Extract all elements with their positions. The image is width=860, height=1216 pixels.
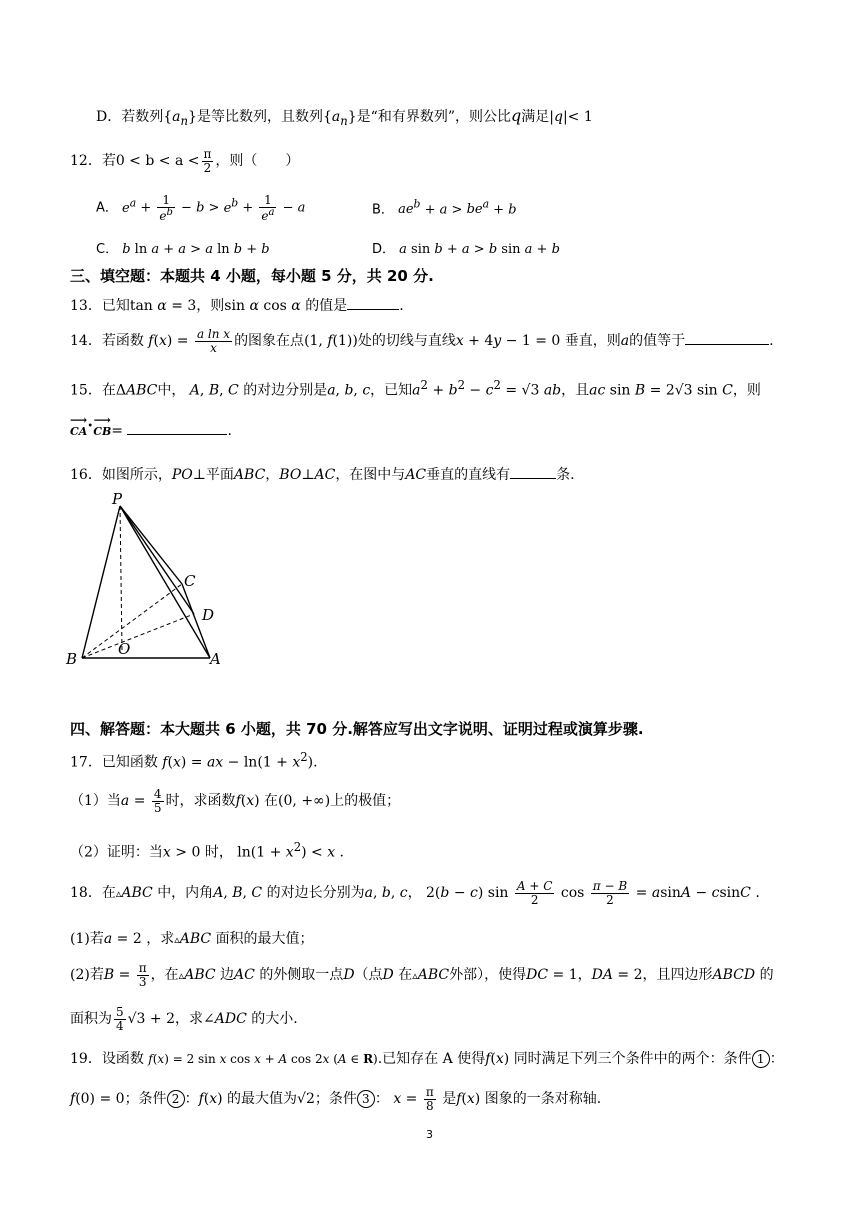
vector-cb: ⟶ CB <box>93 413 112 438</box>
label-o: O <box>118 640 131 658</box>
label-b: B <box>66 650 78 668</box>
q17-part-2: （2）证明：当x > 0 时， $\ln(1 + x^2) < x$ . <box>70 840 345 861</box>
condition-2-circle: 2 <box>167 1090 185 1108</box>
q15: 15．在ΔABC中， A, B, C 的对边分别是a, b, c，已知$a^2 + b^2 - c^2 = √3$ ab，且ac sin B = 2√3 sin C，则 <box>70 378 761 399</box>
q17-stem: 17．已知函数 f(x) = ax − $\ln(1 + x^2)$. <box>70 750 318 771</box>
q18-stem: 18．在▵ABC 中，内角A, B, C 的对边长分别为a, b, c， 2(b − c) sin $\frac{A + C}{2}$ cos $\frac{\pi - B}{2}$ = asinA − csinC . <box>70 879 760 907</box>
q16: 16．如图所示，PO⊥平面ABC，BO⊥AC，在图中与AC垂直的直线有 条. <box>70 467 575 483</box>
edge-pc <box>120 506 182 584</box>
q13-answer-blank <box>347 297 399 310</box>
condition-1-circle: 1 <box>752 1050 770 1068</box>
label-a: A <box>210 650 221 668</box>
edge-pd <box>120 506 194 614</box>
label-p: P <box>112 490 123 508</box>
vector-ca: ⟶ CA <box>70 413 88 438</box>
q17-part-1: （1）当a = $\frac{4}{5}$ 时，求函数f(x) 在(0, +∞)上的极值； <box>70 787 401 815</box>
page-number: 3 <box>426 1128 433 1141</box>
edge-pb <box>82 506 120 658</box>
q12-option-c: C． b ln a + a > a ln b + b <box>96 242 270 257</box>
edge-bc-dashed <box>82 584 182 658</box>
q12-condition: 0 < b < a < <box>115 153 200 170</box>
q18-part-2-continued: 面积为 $\frac{5}{4}$ √3 + 2，求∠ADC 的大小. <box>70 1005 298 1033</box>
label-c: C <box>184 572 196 590</box>
pi-over-2-fraction: $\frac{\pi}{2}$ <box>203 147 212 175</box>
q12-option-d: D． a sin b + a > b sin a + b <box>372 242 560 257</box>
q13: 13．已知tan α = 3，则sin α cos α 的值是 . <box>70 298 404 314</box>
q18-part-1: (1)若a = 2 ，求▵ABC 面积的最大值； <box>70 931 314 947</box>
condition-3-circle: 3 <box>357 1090 375 1108</box>
edge-bd-dashed <box>82 614 194 658</box>
q15-answer-line: ⟶ CA• ⟶ CB= . <box>70 413 232 439</box>
edge-pa <box>120 506 210 658</box>
section-3-heading: 三、填空题：本题共 4 小题，每小题 5 分，共 20 分. <box>70 267 434 285</box>
q18-part-2: (2)若B = $\frac{\pi}{3}$ ，在▵ABC 边AC 的外侧取一点D（点D 在▵ABC外部），使得DC = 1，DA = 2，且四边形ABCD 的 <box>70 961 774 989</box>
q11-option-d: D．若数列$\{a_n\}$是等比数列，且数列$\{a_n\}$是“和有界数列”，则公比q满足|q|< 1 <box>96 106 593 128</box>
q12-option-b: B． $ae^b + a > be^a + b$ <box>372 198 517 218</box>
q16-answer-blank <box>510 466 556 479</box>
q12-option-a: A． $e^a$ + $\frac{1}{e^b}$ − $b > e^b$ + $\frac{1}{e^a}$ − a <box>96 193 306 223</box>
q14: 14．若函数 f(x) = $\frac{\text{a ln x}}{x}$ 的图象在点(1, f(1))处的切线与直线x + 4y − 1 = 0 垂直，则a的值等于 . <box>70 327 774 355</box>
label-d: D <box>202 606 215 624</box>
q12-stem: 12．若0 < b < a < $\frac{\pi}{2}$ ，则（ ） <box>70 147 300 175</box>
pyramid-figure <box>62 488 232 668</box>
q19-conditions: f(0) = 0；条件 2 ：f(x) 的最大值为√2；条件 3 ： x = $\frac{\pi}{8}$ 是f(x) 图象的一条对称轴. <box>70 1085 602 1113</box>
q19-stem: 19．设函数 f(x) = 2 sin x cos x + A cos 2x (A ∈ R).已知存在 A 使得f(x) 同时满足下列三个条件中的两个：条件 1 ： <box>70 1051 784 1067</box>
section-4-heading: 四、解答题：本大题共 6 小题，共 70 分.解答应写出文字说明、证明过程或演算步骤. <box>70 720 644 738</box>
q15-answer-blank <box>127 422 227 435</box>
q14-answer-blank <box>685 332 769 345</box>
